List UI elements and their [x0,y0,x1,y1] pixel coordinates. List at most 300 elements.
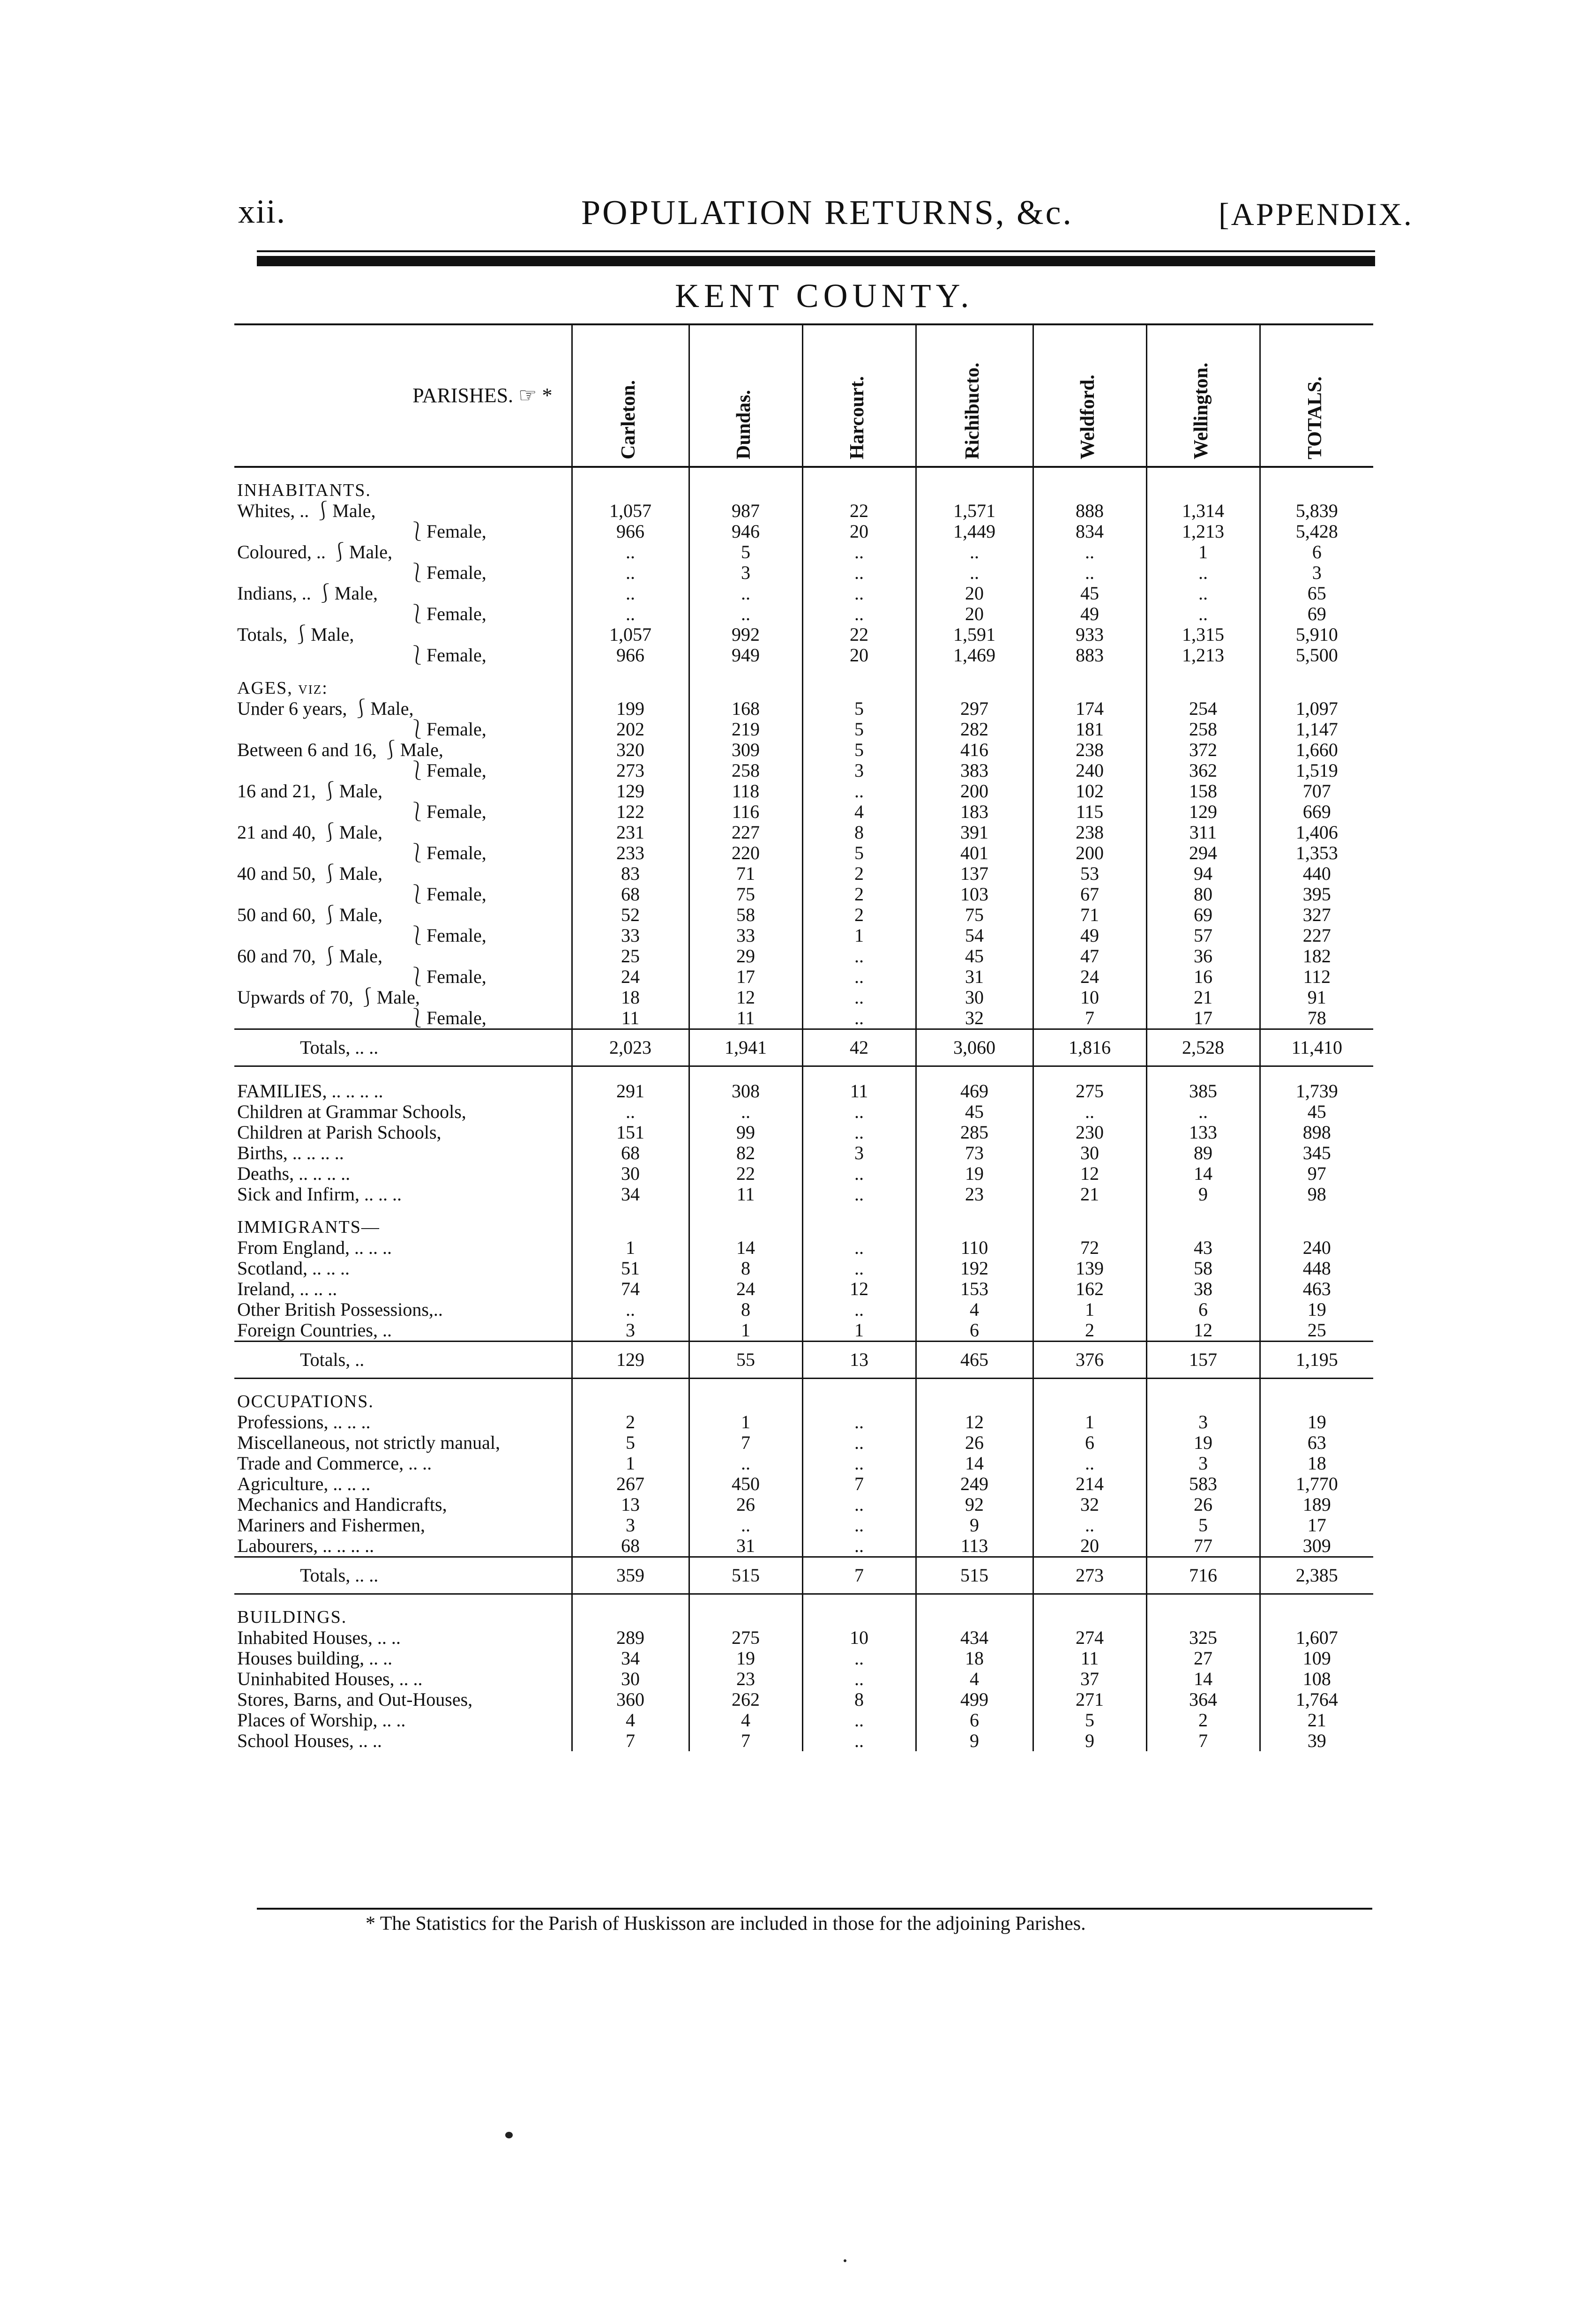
empty-cell [1260,1379,1373,1412]
data-cell: 8 [689,1299,802,1320]
data-cell: .. [802,1536,916,1557]
data-cell: 199 [572,698,689,719]
data-cell: 19 [1146,1432,1260,1453]
row-label: ⎱Female, [408,604,486,624]
data-cell: 4 [802,802,916,822]
empty-cell [802,1205,916,1237]
row-label: ⎱Female, [408,802,486,822]
empty-cell [916,1594,1033,1628]
data-cell: 33 [572,925,689,946]
data-cell: .. [802,604,916,624]
row-label: ⎱Female, [408,884,486,905]
data-cell: 285 [916,1122,1033,1143]
data-cell: 29 [689,946,802,967]
data-cell: 45 [916,946,1033,967]
data-cell: 3 [1146,1412,1260,1432]
empty-cell [916,1066,1033,1081]
data-cell: 3 [572,1515,689,1536]
section-heading: IMMIGRANTS— [237,1217,380,1237]
data-cell: 24 [1033,967,1146,987]
totals-cell: 2,385 [1260,1557,1373,1594]
row-label: Agriculture, .. .. .. [237,1474,371,1494]
data-cell: 946 [689,521,802,542]
column-header [1146,324,1260,467]
spacer-row [234,1066,1373,1081]
data-cell: 311 [1146,822,1260,843]
data-cell: 1,213 [1146,645,1260,666]
data-cell: 26 [916,1432,1033,1453]
row-total-cell: 1,147 [1260,719,1373,740]
data-cell: .. [689,583,802,604]
data-cell: 92 [916,1494,1033,1515]
data-cell: 36 [1146,946,1260,967]
data-cell: 69 [1146,905,1260,925]
data-cell: .. [1146,1102,1260,1122]
row-total-cell: 1,764 [1260,1689,1373,1710]
data-cell: 153 [916,1279,1033,1299]
data-cell: 137 [916,863,1033,884]
table-row [234,802,1373,822]
data-cell: 309 [689,740,802,760]
table-row [234,1669,1373,1689]
data-cell: 22 [802,501,916,521]
data-cell: 450 [689,1474,802,1494]
row-total-cell: 707 [1260,781,1373,802]
data-cell: 238 [1033,822,1146,843]
empty-cell [572,1066,689,1081]
empty-cell [916,1205,1033,1237]
totals-label: Totals, .. [234,1342,572,1379]
row-total-cell: 463 [1260,1279,1373,1299]
row-total-cell: 1,097 [1260,698,1373,719]
data-cell: .. [802,1731,916,1751]
data-cell: .. [802,1122,916,1143]
empty-cell [572,666,689,698]
data-cell: 71 [689,863,802,884]
data-cell: 13 [572,1494,689,1515]
row-total-cell: 6 [1260,542,1373,562]
data-cell: 54 [916,925,1033,946]
column-header-label: TOTALS. [1304,376,1326,459]
column-header [1260,324,1373,467]
empty-cell [1260,1066,1373,1081]
totals-cell: 13 [802,1342,916,1379]
table-row [234,1081,1373,1102]
data-cell: 12 [689,987,802,1008]
data-cell: .. [802,1008,916,1029]
empty-cell [1033,1066,1146,1081]
table-row [234,604,1373,624]
data-cell: 933 [1033,624,1146,645]
row-total-cell: 5,839 [1260,501,1373,521]
row-label: School Houses, .. .. [237,1731,382,1751]
row-total-cell: 25 [1260,1320,1373,1342]
data-cell: 68 [572,1143,689,1163]
data-cell: .. [1146,583,1260,604]
data-cell: 291 [572,1081,689,1102]
row-total-cell: 182 [1260,946,1373,967]
row-label: Children at Parish Schools, [237,1122,441,1143]
data-cell: .. [802,1163,916,1184]
row-total-cell: 1,406 [1260,822,1373,843]
data-cell: 12 [1146,1320,1260,1342]
data-cell: 258 [689,760,802,781]
row-label: Labourers, .. .. .. .. [237,1536,374,1556]
table-row [234,863,1373,884]
data-cell: 4 [916,1299,1033,1320]
empty-cell [1260,666,1373,698]
data-cell: .. [802,1515,916,1536]
empty-cell [1033,1205,1146,1237]
data-cell: .. [1033,1453,1146,1474]
table-row [234,1008,1373,1029]
population-table-wrapper [234,323,1373,1751]
row-total-cell: 1,770 [1260,1474,1373,1494]
data-cell: 9 [1146,1184,1260,1205]
data-cell: .. [572,583,689,604]
data-cell: 75 [689,884,802,905]
data-cell: 30 [1033,1143,1146,1163]
row-label: Miscellaneous, not strictly manual, [237,1432,500,1453]
data-cell: 9 [916,1731,1033,1751]
data-cell: 1 [1146,542,1260,562]
data-cell: 49 [1033,604,1146,624]
empty-cell [1146,1066,1260,1081]
data-cell: 6 [1033,1432,1146,1453]
row-label: 16 and 21, ⎰Male, [237,781,382,802]
empty-cell [1146,467,1260,501]
footnote: * The Statistics for the Parish of Huskisson are included in those for the adjoining Parishes. [366,1913,1086,1934]
data-cell: 129 [1146,802,1260,822]
data-cell: 11 [802,1081,916,1102]
data-cell: 32 [916,1008,1033,1029]
data-cell: 133 [1146,1122,1260,1143]
empty-cell [916,1379,1033,1412]
data-cell: .. [1033,1102,1146,1122]
data-cell: .. [916,542,1033,562]
totals-cell: 376 [1033,1342,1146,1379]
data-cell: 8 [802,1689,916,1710]
column-header [802,324,916,467]
data-cell: 34 [572,1648,689,1669]
row-label: Foreign Countries, .. [237,1320,392,1341]
data-cell: 1,591 [916,624,1033,645]
data-cell: 129 [572,781,689,802]
corner-label: PARISHES. ☞ * [234,324,572,467]
data-cell: 11 [689,1184,802,1205]
data-cell: .. [802,542,916,562]
row-label: Between 6 and 16, ⎰Male, [237,740,443,760]
data-cell: 20 [916,583,1033,604]
data-cell: 583 [1146,1474,1260,1494]
data-cell: 192 [916,1258,1033,1279]
data-cell: 385 [1146,1081,1260,1102]
row-total-cell: 98 [1260,1184,1373,1205]
table-row [234,740,1373,760]
data-cell: .. [689,1102,802,1122]
data-cell: 21 [1033,1184,1146,1205]
row-total-cell: 309 [1260,1536,1373,1557]
row-total-cell: 1,660 [1260,740,1373,760]
data-cell: .. [802,1494,916,1515]
data-cell: 434 [916,1627,1033,1648]
data-cell: 262 [689,1689,802,1710]
data-cell: 52 [572,905,689,925]
empty-cell [1260,467,1373,501]
row-total-cell: 898 [1260,1122,1373,1143]
data-cell: 883 [1033,645,1146,666]
table-row [234,1474,1373,1494]
data-cell: 11 [572,1008,689,1029]
data-cell: 113 [916,1536,1033,1557]
data-cell: 1,449 [916,521,1033,542]
data-cell: 360 [572,1689,689,1710]
data-cell: 320 [572,740,689,760]
row-label: Places of Worship, .. .. [237,1710,406,1731]
data-cell: 16 [1146,967,1260,987]
data-cell: 115 [1033,802,1146,822]
data-cell: 3 [1146,1453,1260,1474]
empty-cell [802,1066,916,1081]
section-heading-row [234,467,1373,501]
data-cell: 372 [1146,740,1260,760]
data-cell: 7 [689,1731,802,1751]
data-cell: 57 [1146,925,1260,946]
row-total-cell: 39 [1260,1731,1373,1751]
county-title: KENT COUNTY. [675,277,974,315]
row-label: Whites, .. ⎰Male, [237,501,376,521]
row-total-cell: 1,607 [1260,1627,1373,1648]
table-row [234,1163,1373,1184]
data-cell: 174 [1033,698,1146,719]
data-cell: 267 [572,1474,689,1494]
row-total-cell: 17 [1260,1515,1373,1536]
row-label: ⎱Female, [408,967,486,987]
table-row [234,624,1373,645]
page-number: xii. [238,193,286,230]
row-label: ⎱Female, [408,645,486,666]
section-label: [APPENDIX. [1219,196,1414,232]
data-cell: 20 [1033,1536,1146,1557]
totals-cell: 11,410 [1260,1029,1373,1066]
data-cell: .. [802,1258,916,1279]
empty-cell [1146,1379,1260,1412]
data-cell: 2 [802,863,916,884]
column-header [572,324,689,467]
data-cell: 33 [689,925,802,946]
data-cell: 68 [572,1536,689,1557]
data-cell: 7 [1146,1731,1260,1751]
data-cell: 102 [1033,781,1146,802]
row-total-cell: 448 [1260,1258,1373,1279]
row-label: FAMILIES, .. .. .. .. [237,1081,383,1102]
table-row [234,521,1373,542]
data-cell: 1 [802,1320,916,1342]
table-row [234,1299,1373,1320]
header-rule-thin [257,250,1375,252]
empty-cell [1146,1205,1260,1237]
table-row [234,781,1373,802]
data-cell: .. [572,1102,689,1122]
data-cell: 34 [572,1184,689,1205]
table-header-row [234,324,1373,467]
data-cell: .. [689,1453,802,1474]
data-cell: 74 [572,1279,689,1299]
row-label: Totals, ⎰Male, [237,624,354,645]
row-label: Births, .. .. .. .. [237,1143,344,1163]
row-total-cell: 5,428 [1260,521,1373,542]
totals-row [234,1029,1373,1066]
empty-cell [1260,1594,1373,1628]
totals-cell: 42 [802,1029,916,1066]
empty-cell [572,1205,689,1237]
empty-cell [802,666,916,698]
data-cell: 14 [1146,1163,1260,1184]
data-cell: .. [916,562,1033,583]
row-total-cell: 345 [1260,1143,1373,1163]
table-row [234,760,1373,781]
section-heading: INHABITANTS. [237,480,371,500]
row-label: ⎱Female, [408,760,486,781]
data-cell: 31 [916,967,1033,987]
data-cell: 289 [572,1627,689,1648]
data-cell: 987 [689,501,802,521]
data-cell: 73 [916,1143,1033,1163]
data-cell: 202 [572,719,689,740]
data-cell: 37 [1033,1669,1146,1689]
data-cell: 22 [689,1163,802,1184]
row-total-cell: 109 [1260,1648,1373,1669]
data-cell: 1,057 [572,501,689,521]
data-cell: 3 [802,760,916,781]
empty-cell [572,467,689,501]
table-row [234,1731,1373,1751]
table-row [234,583,1373,604]
data-cell: 274 [1033,1627,1146,1648]
table-row [234,1515,1373,1536]
data-cell: .. [572,542,689,562]
data-cell: 25 [572,946,689,967]
totals-cell: 1,816 [1033,1029,1146,1066]
row-label: ⎱Female, [408,562,486,583]
data-cell: 77 [1146,1536,1260,1557]
row-total-cell: 78 [1260,1008,1373,1029]
data-cell: 2 [802,884,916,905]
data-cell: 469 [916,1081,1033,1102]
section-heading-row [234,1205,1373,1237]
empty-cell [1033,467,1146,501]
table-row [234,1143,1373,1163]
row-total-cell: 189 [1260,1494,1373,1515]
row-label: 21 and 40, ⎰Male, [237,822,382,843]
table-row [234,1536,1373,1557]
totals-cell: 3,060 [916,1029,1033,1066]
data-cell: 27 [1146,1648,1260,1669]
empty-cell [689,1205,802,1237]
data-cell: .. [689,1515,802,1536]
data-cell: 499 [916,1689,1033,1710]
table-row [234,1258,1373,1279]
row-label: Upwards of 70, ⎰Male, [237,987,420,1008]
data-cell: 8 [802,822,916,843]
empty-cell [916,666,1033,698]
table-row [234,1432,1373,1453]
data-cell: .. [802,946,916,967]
row-total-cell: 5,500 [1260,645,1373,666]
data-cell: 6 [916,1710,1033,1731]
table-row [234,1648,1373,1669]
data-cell: 20 [916,604,1033,624]
data-cell: 89 [1146,1143,1260,1163]
data-cell: 38 [1146,1279,1260,1299]
column-header-label: Harcourt. [846,376,868,459]
data-cell: .. [802,1432,916,1453]
row-label: Professions, .. .. .. [237,1412,371,1432]
data-cell: 325 [1146,1627,1260,1648]
section-heading-row [234,1594,1373,1628]
row-total-cell: 1,519 [1260,760,1373,781]
totals-cell: 515 [689,1557,802,1594]
data-cell: 362 [1146,760,1260,781]
data-cell: .. [802,1710,916,1731]
data-cell: 231 [572,822,689,843]
data-cell: 18 [916,1648,1033,1669]
data-cell: 1 [572,1453,689,1474]
section-heading-row [234,1379,1373,1412]
data-cell: 1 [689,1412,802,1432]
data-cell: 10 [1033,987,1146,1008]
data-cell: 275 [1033,1081,1146,1102]
page-title: POPULATION RETURNS, &c. [581,194,1073,232]
table-row [234,967,1373,987]
data-cell: 20 [802,521,916,542]
table-row [234,1494,1373,1515]
column-header-label: Dundas. [733,390,755,459]
row-total-cell: 108 [1260,1669,1373,1689]
empty-cell [802,1594,916,1628]
data-cell: 7 [1033,1008,1146,1029]
data-cell: 58 [1146,1258,1260,1279]
row-label: Scotland, .. .. .. [237,1258,350,1279]
data-cell: 3 [802,1143,916,1163]
totals-cell: 7 [802,1557,916,1594]
data-cell: .. [802,1184,916,1205]
data-cell: 83 [572,863,689,884]
table-row [234,645,1373,666]
table-row [234,925,1373,946]
data-cell: 82 [689,1143,802,1163]
totals-cell: 2,023 [572,1029,689,1066]
empty-cell [1146,666,1260,698]
empty-cell [1146,1594,1260,1628]
row-total-cell: 240 [1260,1237,1373,1258]
data-cell: 1,469 [916,645,1033,666]
table-row [234,884,1373,905]
ink-speck [505,2132,513,2138]
data-cell: 7 [802,1474,916,1494]
totals-cell: 273 [1033,1557,1146,1594]
data-cell: 294 [1146,843,1260,863]
totals-row [234,1342,1373,1379]
data-cell: 68 [572,884,689,905]
data-cell: .. [1033,562,1146,583]
data-cell: .. [802,1453,916,1474]
row-total-cell: 3 [1260,562,1373,583]
data-cell: 297 [916,698,1033,719]
data-cell: .. [572,562,689,583]
empty-cell [572,1379,689,1412]
data-cell: 1,315 [1146,624,1260,645]
